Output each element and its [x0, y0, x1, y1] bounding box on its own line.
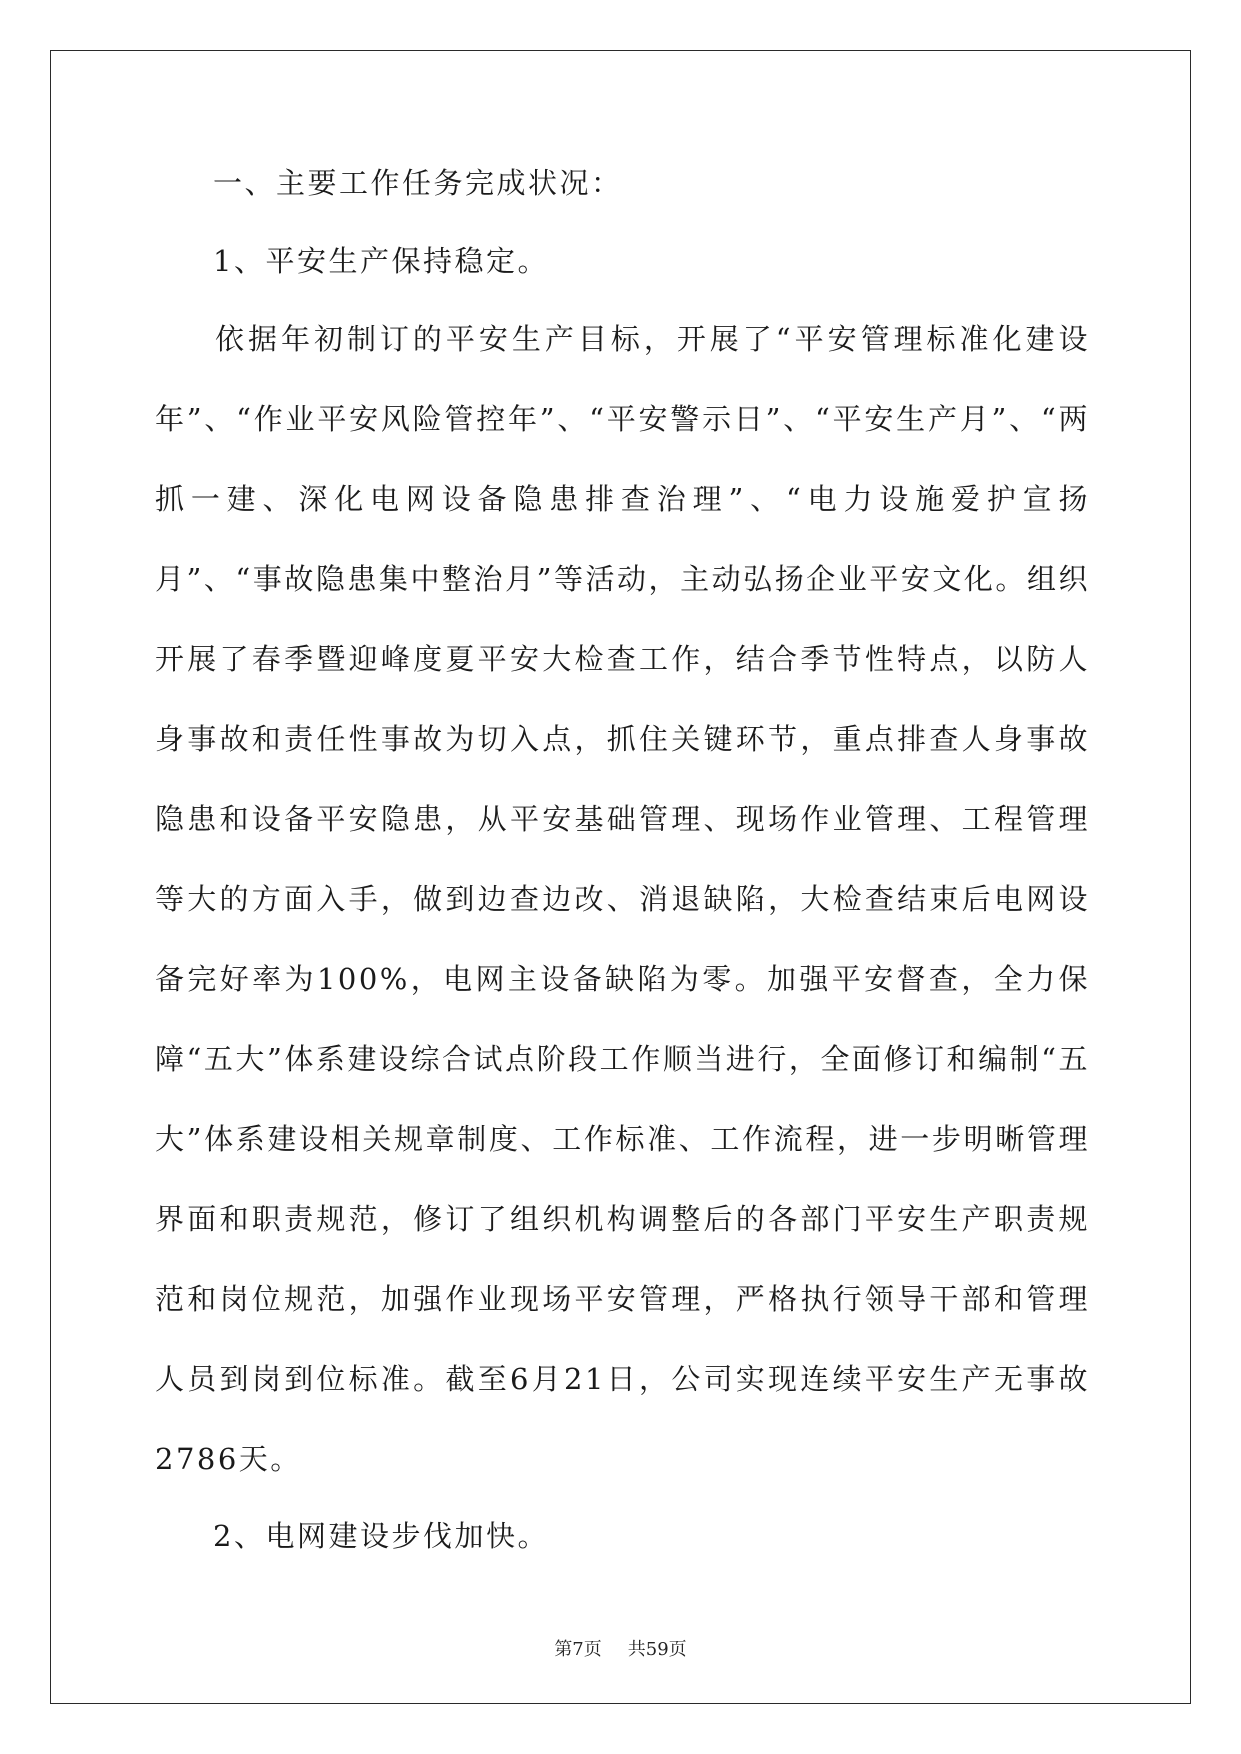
- page-total: 共59页: [627, 1639, 687, 1660]
- main-heading: 一、主要工作任务完成状况：: [213, 166, 623, 200]
- page-footer: [0, 1635, 1241, 1661]
- page-number: 第7页: [554, 1639, 602, 1660]
- section-2-title: 2、电网建设步伐加快。: [213, 1519, 549, 1553]
- document-body: [155, 163, 1090, 1556]
- section-1-title: 1、平安生产保持稳定。: [213, 244, 549, 278]
- section-1-paragraph: 依据年初制订的平安生产目标，开展了“平安管理标准化建设年”、“作业平安风险管控年”、“平安警示日”、“平安生产月”、“两抓一建、深化电网设备隐患排查治理”、“电力设施爱护宣扬月”、“事故隐患集中整治月”等活动，主动弘扬企业平安文化。组织开展了春季暨迎峰度夏平安大检查工作，结合季节性特点，以防人身事故和责任性事故为切入点，抓住关键环节，重点排查人身事故隐患和设备平安隐患，从平安基础管理、现场作业管理、工程管理等大的方面入手，做到边查边改、消退缺陷，大检查结束后电网设备完好率为100%，电网主设备缺陷为零。加强平安督查，全力保障“五大”体系建设综合试点阶段工作顺当进行，全面修订和编制“五大”体系建设相关规章制度、工作标准、工作流程，进一步明晰管理界面和职责规范，修订了组织机构调整后的各部门平安生产职责规范和岗位规范，加强作业现场平安管理，严格执行领导干部和管理人员到岗到位标准。截至6月21日，公司实现连续平安生产无事故2786天。: [155, 322, 1090, 1476]
